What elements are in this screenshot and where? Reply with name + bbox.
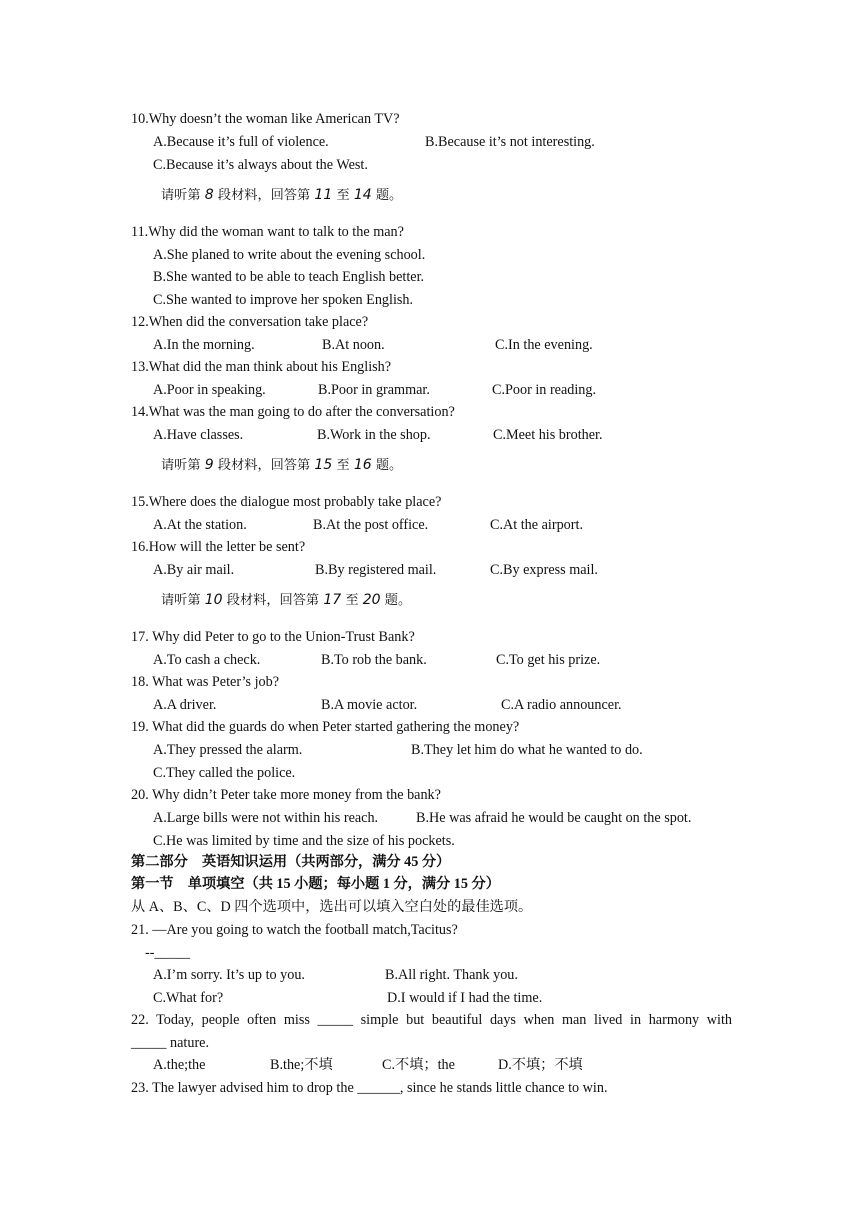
q11-option-c: C.She wanted to improve her spoken English.	[153, 292, 414, 308]
q19-option-c: C.They called the police.	[153, 765, 296, 781]
question-22-line2: _____ nature.	[131, 1035, 210, 1051]
q12-option-b: B.At noon.	[322, 337, 385, 353]
question-18: 18. What was Peter’s job?	[131, 674, 280, 690]
question-11: 11.Why did the woman want to talk to the man?	[131, 224, 404, 240]
q11-option-b: B.She wanted to be able to teach English better.	[153, 269, 425, 285]
question-14: 14.What was the man going to do after the conversation?	[131, 404, 455, 420]
q15-option-c: C.At the airport.	[490, 517, 583, 533]
q10-option-c: C.Because it’s always about the West.	[153, 157, 368, 173]
q13-option-a: A.Poor in speaking.	[153, 382, 266, 398]
q21-option-c: C.What for?	[153, 990, 224, 1006]
q14-option-a: A.Have classes.	[153, 427, 244, 443]
q16-option-c: C.By express mail.	[490, 562, 598, 578]
q17-option-c: C.To get his prize.	[496, 652, 601, 668]
q22-option-b: B.the;不填	[270, 1057, 333, 1073]
q13-option-b: B.Poor in grammar.	[318, 382, 430, 398]
q12-option-a: A.In the morning.	[153, 337, 255, 353]
question-13: 13.What did the man think about his English?	[131, 359, 392, 375]
q21-option-d: D.I would if I had the time.	[387, 990, 543, 1006]
q10-option-a: A.Because it’s full of violence.	[153, 134, 329, 150]
section1-instruction: 从 A、B、C、D 四个选项中，选出可以填入空白处的最佳选项。	[131, 899, 533, 915]
q14-option-b: B.Work in the shop.	[317, 427, 431, 443]
q22-option-d: D.不填；不填	[498, 1057, 583, 1073]
q21-option-a: A.I’m sorry. It’s up to you.	[153, 967, 305, 983]
q18-option-a: A.A driver.	[153, 697, 217, 713]
part2-heading: 第二部分 英语知识运用（共两部分，满分 45 分）	[131, 854, 451, 870]
q12-option-c: C.In the evening.	[495, 337, 593, 353]
question-15: 15.Where does the dialogue most probably take place?	[131, 494, 442, 510]
q16-option-a: A.By air mail.	[153, 562, 235, 578]
listening-instruction-8: 请听第 8 段材料，回答第 11 至 14 题。	[161, 187, 403, 203]
q11-option-a: A.She planed to write about the evening school.	[153, 247, 426, 263]
question-20: 20. Why didn’t Peter take more money from the bank?	[131, 787, 441, 803]
q20-option-b: B.He was afraid he would be caught on the spot.	[416, 810, 692, 826]
q19-option-b: B.They let him do what he wanted to do.	[411, 742, 643, 758]
q15-option-a: A.At the station.	[153, 517, 247, 533]
q22-option-a: A.the;the	[153, 1057, 206, 1073]
section1-heading: 第一节 单项填空（共 15 小题；每小题 1 分，满分 15 分）	[131, 876, 500, 892]
q13-option-c: C.Poor in reading.	[492, 382, 597, 398]
question-19: 19. What did the guards do when Peter started gathering the money?	[131, 719, 520, 735]
listening-instruction-9: 请听第 9 段材料，回答第 15 至 16 题。	[161, 457, 403, 473]
question-22-line1: 22. Today, people often miss _____ simple but beautiful days when man lived in harmony with	[131, 1012, 732, 1028]
q20-option-c: C.He was limited by time and the size of his pockets.	[153, 833, 455, 849]
question-16: 16.How will the letter be sent?	[131, 539, 306, 555]
question-10: 10.Why doesn’t the woman like American TV?	[131, 111, 400, 127]
q21-reply-blank: --_____	[145, 945, 190, 961]
question-23: 23. The lawyer advised him to drop the ______, since he stands little chance to win.	[131, 1080, 608, 1096]
q19-option-a: A.They pressed the alarm.	[153, 742, 303, 758]
question-12: 12.When did the conversation take place?	[131, 314, 369, 330]
q16-option-b: B.By registered mail.	[315, 562, 437, 578]
q17-option-a: A.To cash a check.	[153, 652, 261, 668]
q15-option-b: B.At the post office.	[313, 517, 429, 533]
q22-option-c: C.不填；the	[382, 1057, 455, 1073]
q14-option-c: C.Meet his brother.	[493, 427, 603, 443]
listening-instruction-10: 请听第 10 段材料，回答第 17 至 20 题。	[161, 592, 412, 608]
q20-option-a: A.Large bills were not within his reach.	[153, 810, 379, 826]
q10-option-b: B.Because it’s not interesting.	[425, 134, 595, 150]
question-17: 17. Why did Peter to go to the Union-Trust Bank?	[131, 629, 415, 645]
q21-option-b: B.All right. Thank you.	[385, 967, 518, 983]
question-21: 21. —Are you going to watch the football match,Tacitus?	[131, 922, 458, 938]
q18-option-b: B.A movie actor.	[321, 697, 418, 713]
q17-option-b: B.To rob the bank.	[321, 652, 427, 668]
q18-option-c: C.A radio announcer.	[501, 697, 622, 713]
